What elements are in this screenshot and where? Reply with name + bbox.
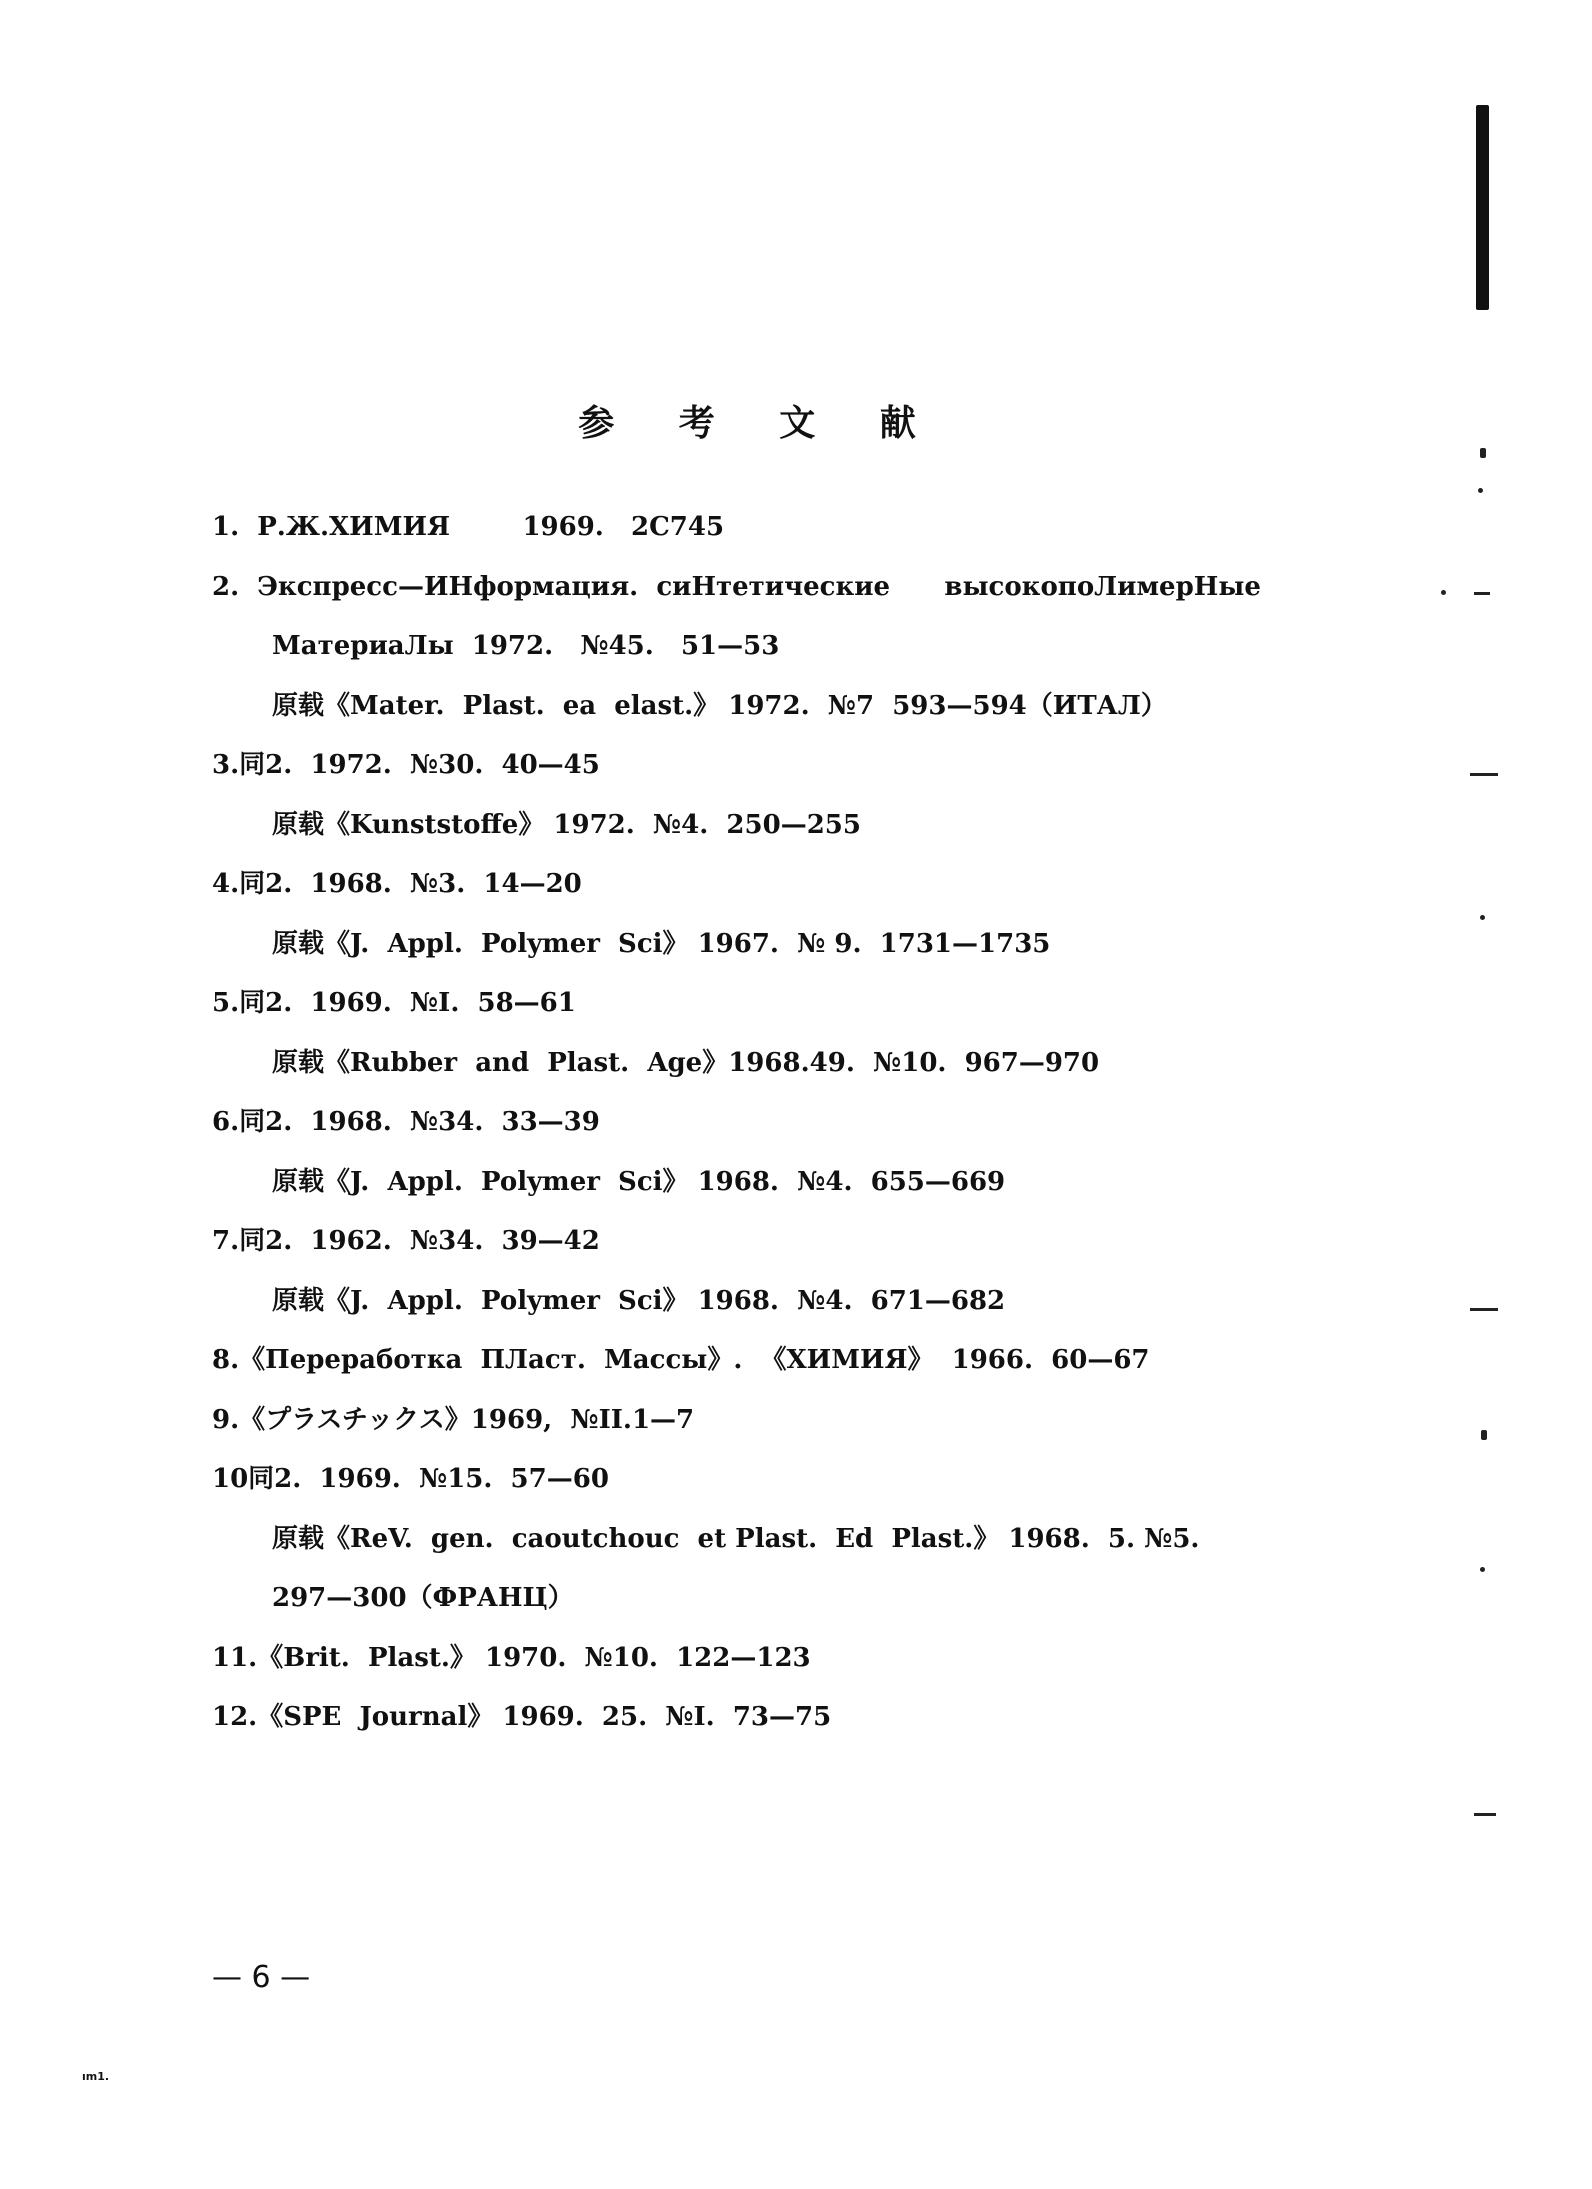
scan-edge-bar xyxy=(1476,105,1489,310)
scan-speck xyxy=(1478,488,1483,493)
reference-line: 原载《J. Appl. Polymer Sci》 1968. №4. 671—682 xyxy=(272,1285,1006,1316)
reference-line: 6.同2. 1968. №34. 33—39 xyxy=(212,1107,600,1137)
reference-line: 8.《Переработка ПЛаст. Массы》. 《ХИМИЯ》 1966. 60—67 xyxy=(212,1345,1150,1375)
reference-line: 原载《Rubber and Plast. Age》1968.49. №10. 967—970 xyxy=(272,1047,1100,1078)
reference-line: 4.同2. 1968. №3. 14—20 xyxy=(212,869,582,899)
scan-speck xyxy=(1481,1430,1487,1440)
reference-line: 原载《Mater. Plast. ea elast.》 1972. №7 593—594（ИТАЛ） xyxy=(272,690,1167,721)
corner-mark: ım1. xyxy=(82,2070,110,2083)
reference-line: 11.《Brit. Plast.》 1970. №10. 122—123 xyxy=(212,1642,811,1673)
reference-line: 10同2. 1969. №15. 57—60 xyxy=(212,1464,609,1494)
reference-line: 1. Р.Ж.ХИМИЯ 1969. 2С745 xyxy=(212,512,725,542)
reference-line: 原载《ReV. gen. caoutchouc et Plast. Ed Plast.》 1968. 5. №5. xyxy=(272,1523,1200,1554)
reference-line: 9.《プラスチックス》1969, №II.1—7 xyxy=(212,1404,695,1435)
reference-line: 3.同2. 1972. №30. 40—45 xyxy=(212,750,600,780)
reference-line: 原载《Kunststoffe》 1972. №4. 250—255 xyxy=(272,809,861,840)
scan-speck xyxy=(1480,915,1485,920)
scan-speck xyxy=(1474,592,1490,595)
scan-speck xyxy=(1480,1567,1485,1572)
reference-list xyxy=(212,498,1362,1748)
reference-line: 12.《SPE Journal》 1969. 25. №I. 73—75 xyxy=(212,1702,832,1732)
page-title: 参 考 文 献 xyxy=(578,402,942,444)
scan-speck xyxy=(1474,1813,1496,1816)
scan-speck xyxy=(1470,1308,1498,1311)
scan-speck xyxy=(1470,773,1498,776)
reference-line: 5.同2. 1969. №I. 58—61 xyxy=(212,988,576,1018)
reference-line: 原载《J. Appl. Polymer Sci》 1968. №4. 655—669 xyxy=(272,1166,1006,1197)
reference-line: 7.同2. 1962. №34. 39—42 xyxy=(212,1226,600,1256)
page-number: — 6 — xyxy=(212,1960,311,1995)
scan-speck xyxy=(1441,590,1446,595)
scan-speck xyxy=(1480,448,1486,458)
reference-line: МатериаЛы 1972. №45. 51—53 xyxy=(272,631,780,661)
reference-line: 297—300（ФРАНЦ） xyxy=(272,1583,574,1613)
reference-line: 2. Экспресс—ИНформация. сиНтетические высокопоЛимерНые xyxy=(212,571,1261,602)
reference-line: 原载《J. Appl. Polymer Sci》 1967. № 9. 1731—1735 xyxy=(272,928,1051,959)
